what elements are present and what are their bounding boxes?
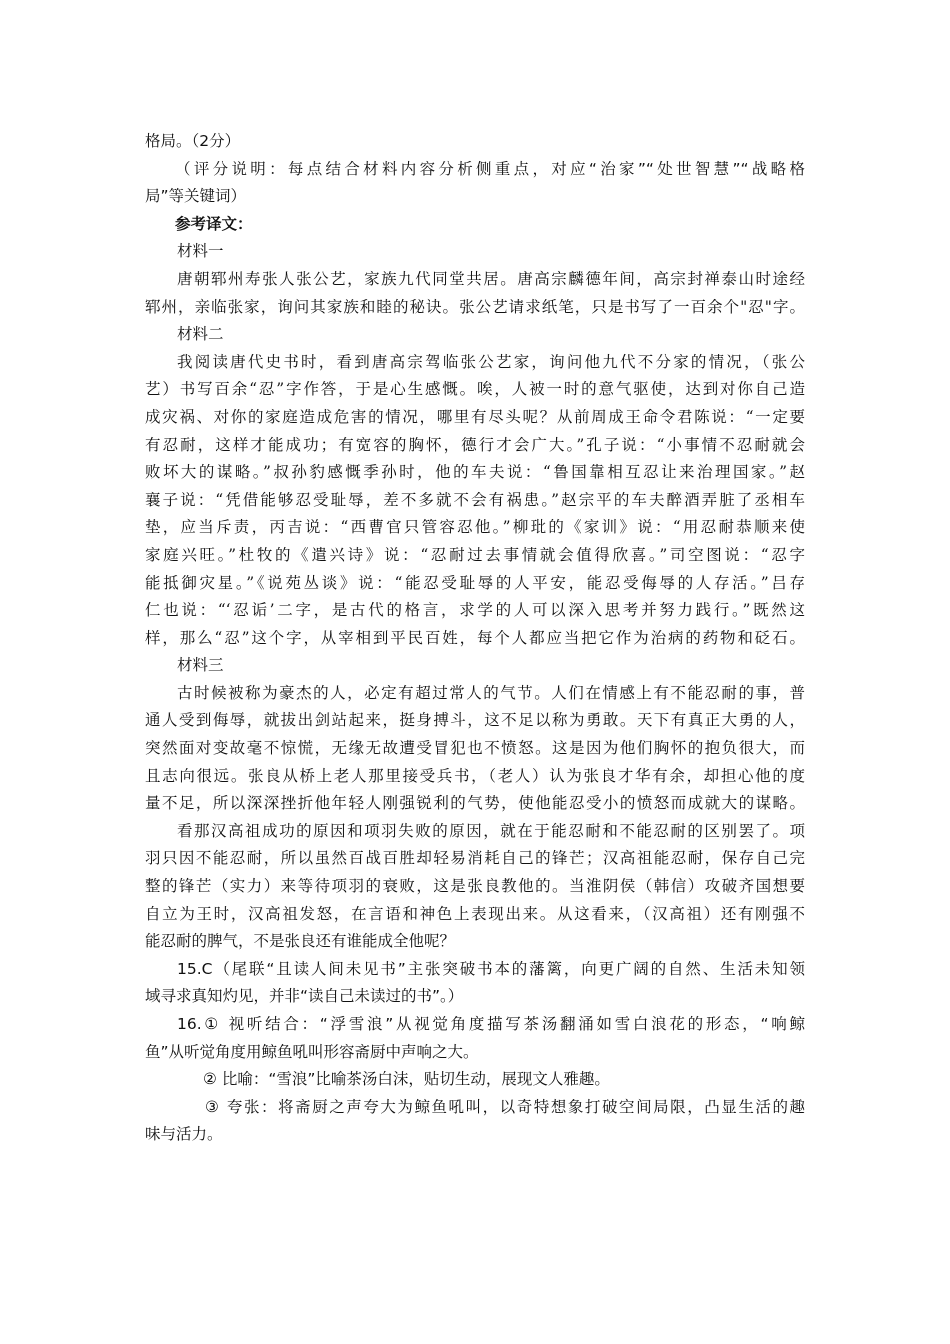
scoring-note-line: （评分说明：每点结合材料内容分析侧重点，对应“治家”“处世智慧”“战略格	[175, 159, 805, 178]
paragraph-line: 家庭兴旺。”杜牧的《遣兴诗》说：“忍耐过去事情就会值得欣喜。”司空图说：“忍字	[145, 545, 805, 564]
paragraph-line: 襄子说：“凭借能够忍受耻辱，差不多就不会有祸患。”赵宗平的车夫醉酒弄脏了丞相车	[145, 490, 805, 509]
answer-16-point-2: ② 比喻：“雪浪”比喻茶汤白沫，贴切生动，展现文人雅趣。	[203, 1070, 610, 1089]
paragraph-line: 我阅读唐代史书时，看到唐高宗驾临张公艺家，询问他九代不分家的情况，（张公	[177, 352, 805, 371]
paragraph-line: 败坏大的谋略。”叔孙豹感慨季孙时，他的车夫说：“鲁国靠相互忍让来治理国家。”赵	[145, 463, 805, 482]
answer-15-line: 域寻求真知灼见，并非“读自己未读过的书”。）	[145, 987, 464, 1006]
paragraph-line: 古时候被称为豪杰的人，必定有超过常人的气节。人们在情感上有不能忍耐的事，普	[177, 683, 805, 702]
paragraph-line: 仁也说：“‘忍诟’二字，是古代的格言，求学的人可以深入思考并努力践行。”既然这	[145, 601, 805, 620]
paragraph-line: 垫，应当斥责，丙吉说：“西曹官只管容忍他。”柳玭的《家训》说：“用忍耐恭顺来使	[145, 518, 805, 537]
answer-16-line: 鱼”从听觉角度用鲸鱼吼叫形容斋厨中声响之大。	[145, 1042, 479, 1061]
answer-16-line: 16.① 视听结合：“浮雪浪”从视觉角度描写茶汤翻涌如雪白浪花的形态，“响鲸	[177, 1015, 805, 1033]
paragraph-line: 能忍耐的脾气，不是张良还有谁能成全他呢？	[145, 932, 456, 951]
paragraph-line: 艺）书写百余“忍”字作答，于是心生感慨。唉，人被一时的意气驱使，达到对你自己造	[145, 380, 805, 399]
scoring-note-line: 局”等关键词）	[145, 187, 247, 206]
paragraph-line: 能抵御灾星。”《说苑丛谈》说：“能忍受耻辱的人平安，能忍受侮辱的人存活。”吕存	[145, 573, 805, 592]
paragraph-line: 样，那么“忍”这个字，从宰相到平民百姓，每个人都应当把它作为治病的药物和砭石。	[145, 628, 805, 647]
paragraph-line: 唐朝郓州寿张人张公艺，家族九代同堂共居。唐高宗麟德年间，高宗封禅泰山时途经	[177, 269, 805, 288]
paragraph-line: 有忍耐，这样才能成功；有宽容的胸怀，德行才会广大。”孔子说：“小事情不忍耐就会	[145, 435, 805, 454]
paragraph-line: 突然面对变故毫不惊慌，无缘无故遭受冒犯也不愤怒。这是因为他们胸怀的抱负很大，而	[145, 739, 805, 758]
section-heading-material-3: 材料三	[177, 656, 224, 675]
answer-line: 格局。（2分）	[145, 132, 241, 150]
paragraph-line: 且志向很远。张良从桥上老人那里接受兵书，（老人）认为张良才华有余，却担心他的度	[145, 766, 805, 785]
paragraph-line: 看那汉高祖成功的原因和项羽失败的原因，就在于能忍耐和不能忍耐的区别罢了。项	[177, 821, 805, 840]
answer-16-point-3: 味与活力。	[145, 1125, 223, 1144]
paragraph-line: 郓州，亲临张家，询问其家族和睦的秘诀。张公艺请求纸笔，只是书写了一百余个"忍"字。	[145, 297, 805, 316]
paragraph-line: 通人受到侮辱，就拔出剑站起来，挺身搏斗，这不足以称为勇敢。天下有真正大勇的人，	[145, 711, 805, 730]
paragraph-line: 自立为王时，汉高祖发怒，在言语和神色上表现出来。从这看来，（汉高祖）还有刚强不	[145, 904, 805, 923]
paragraph-line: 整的锋芒（实力）来等待项羽的衰败，这是张良教他的。当淮阴侯（韩信）攻破齐国想要	[145, 877, 805, 896]
answer-16-point-3: ③ 夸张：将斋厨之声夸大为鲸鱼吼叫，以奇特想象打破空间局限，凸显生活的趣	[205, 1097, 805, 1116]
answer-15-line: 15.C（尾联“且读人间未见书”主张突破书本的藩篱，向更广阔的自然、生活未知领	[177, 959, 805, 978]
section-heading-material-2: 材料二	[177, 325, 224, 344]
paragraph-line: 量不足，所以深深挫折他年轻人刚强锐利的气势，使他能忍受小的愤怒而成就大的谋略。	[145, 794, 805, 813]
paragraph-line: 羽只因不能忍耐，所以虽然百战百胜却轻易消耗自己的锋芒；汉高祖能忍耐，保存自己完	[145, 849, 805, 868]
reference-translation-heading: 参考译文：	[175, 214, 253, 233]
document-page	[145, 128, 805, 1149]
section-heading-material-1: 材料一	[177, 242, 224, 261]
paragraph-line: 成灾祸、对你的家庭造成危害的情况，哪里有尽头呢？从前周成王命令君陈说：“一定要	[145, 407, 805, 426]
